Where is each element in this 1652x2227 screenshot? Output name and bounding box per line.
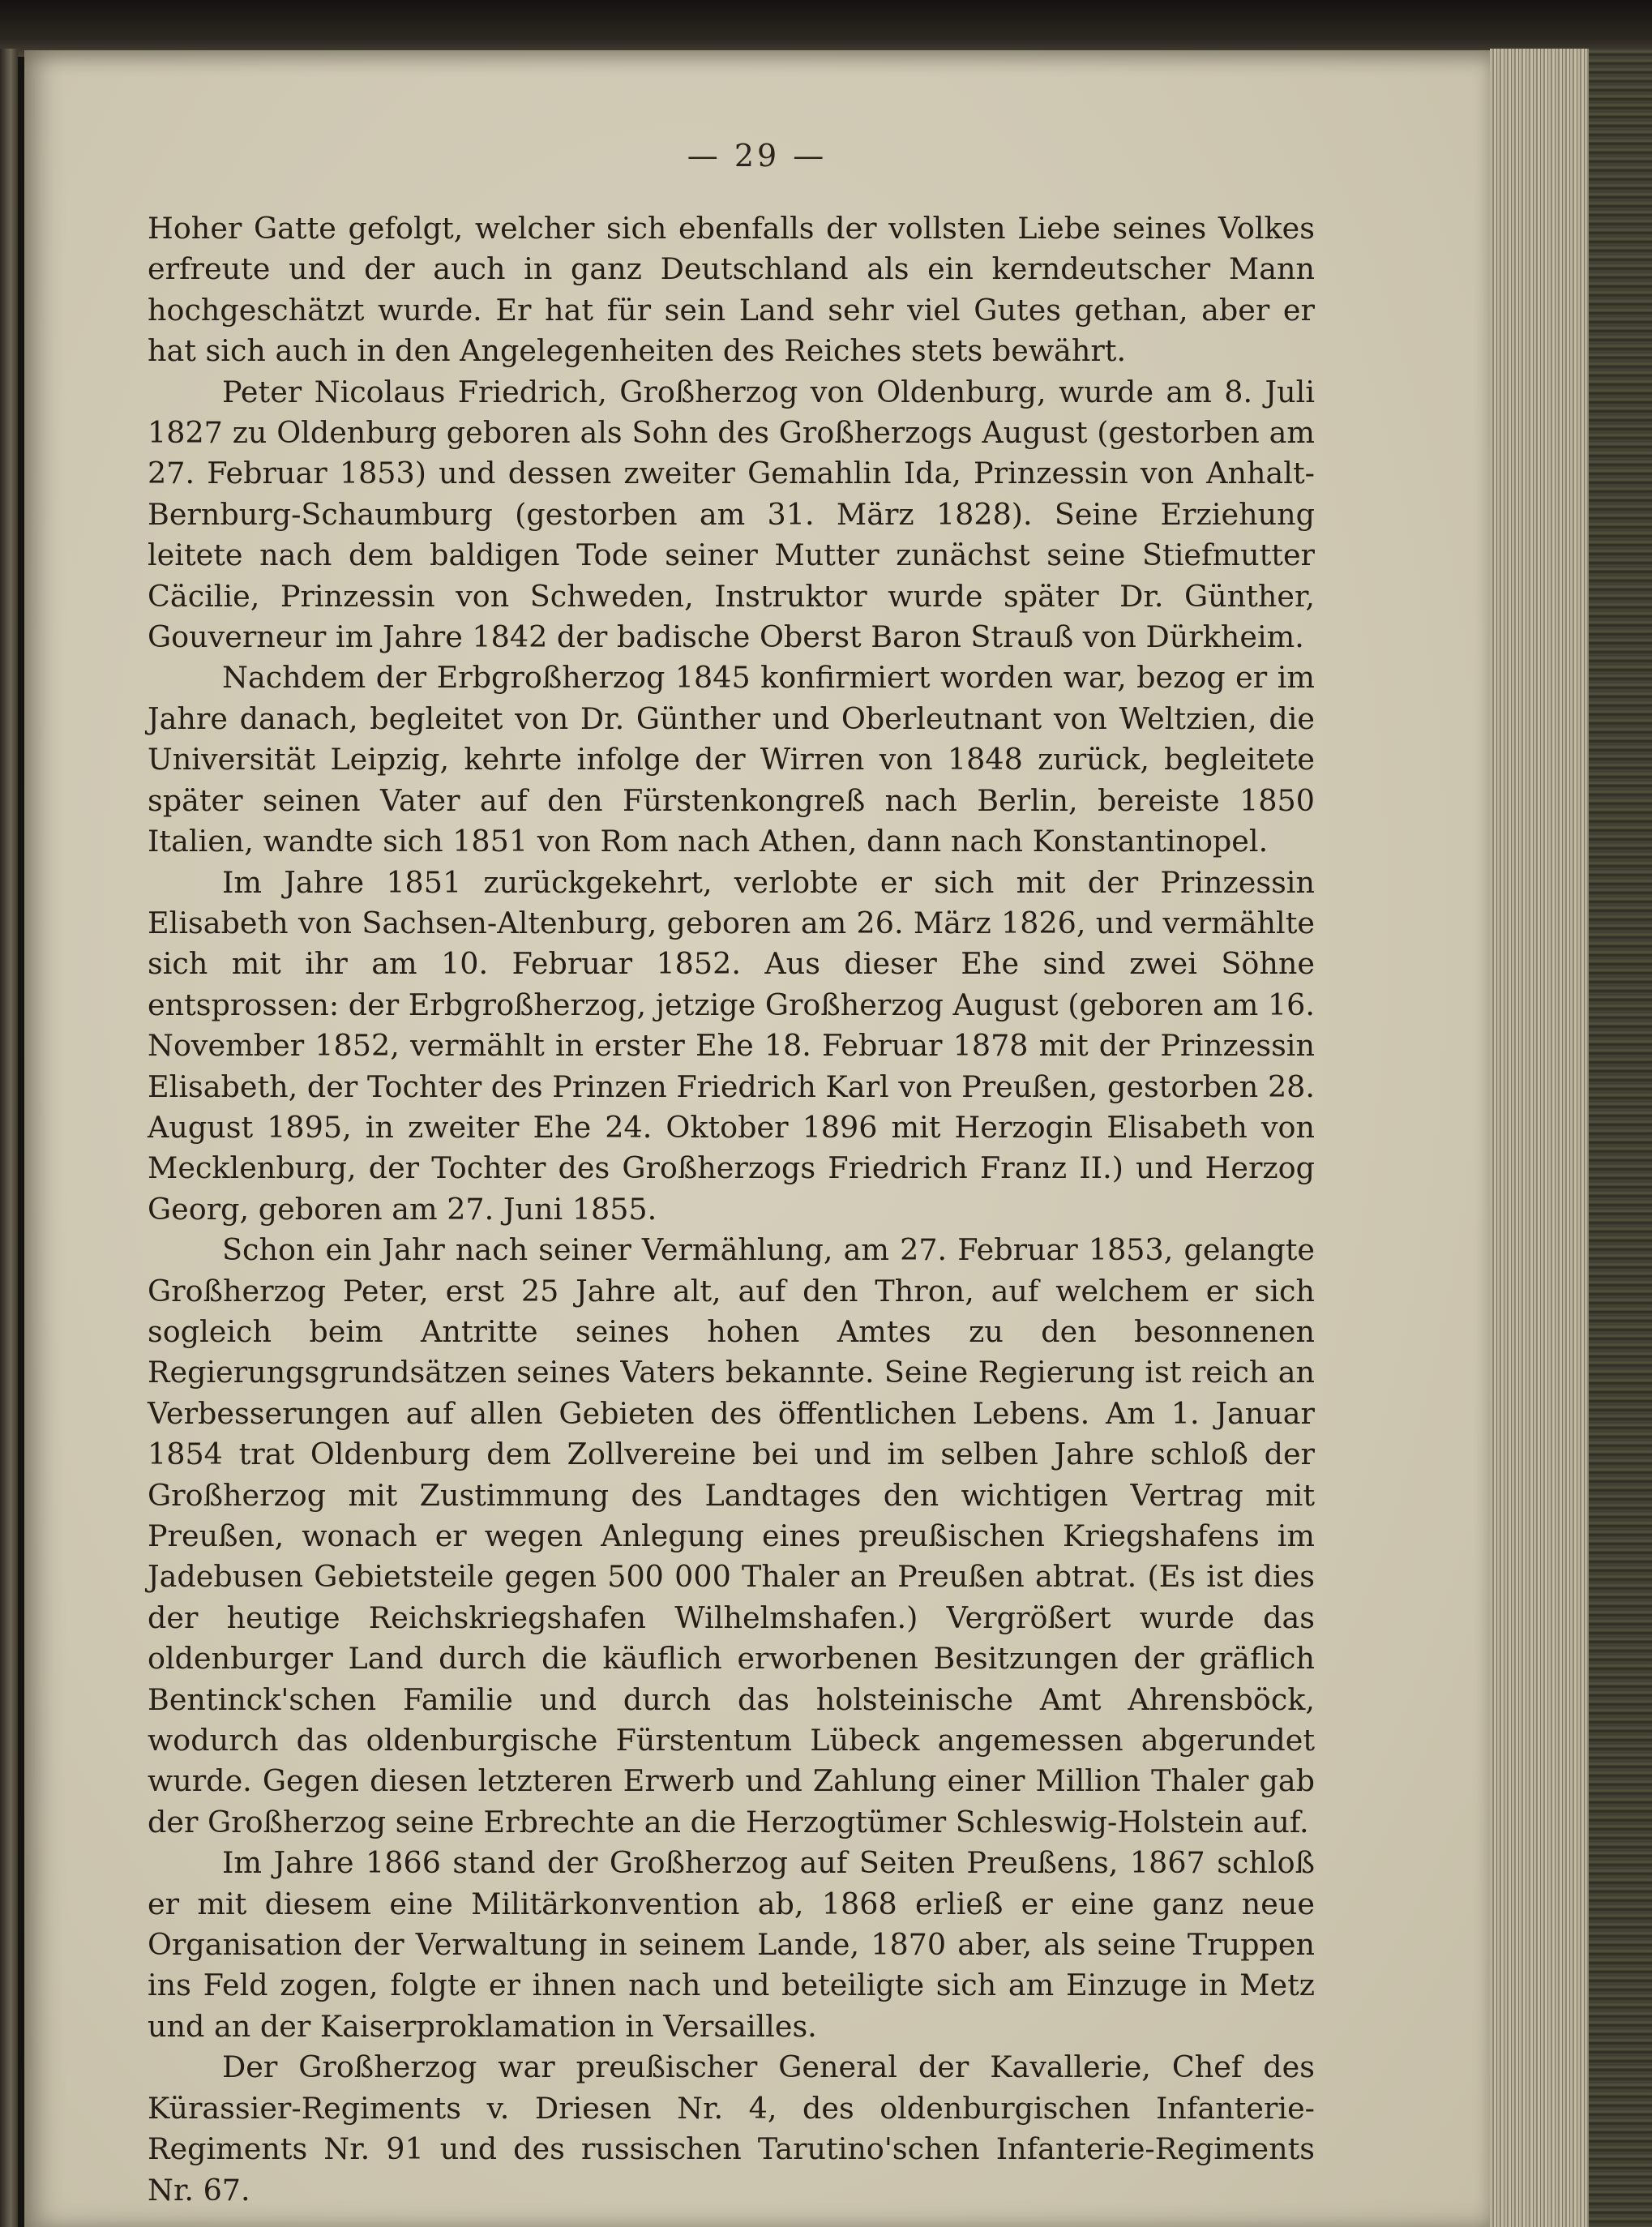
previous-page-edge xyxy=(0,49,18,2227)
paragraph-3: Nachdem der Erbgroßherzog 1845 konfirmiert worden war, bezog er im Jahre danach, begleitet von Dr. Günther und Oberleutnant von Weltzien, die Universität Leipzig, kehrte infolge der Wirren von 1848 zurück, begleitete später seinen Vater auf den Fürstenkongreß nach Berlin, bereiste 1850 Italien, wandte sich 1851 von Rom nach Athen, dann nach Konstantinopel. xyxy=(148,660,1315,859)
paragraph-6: Im Jahre 1866 stand der Großherzog auf Seiten Preußens, 1867 schloß er mit diesem eine Militärkonvention ab, 1868 erließ er eine ganz neue Organisation der Verwaltung in seinem Lande, 1870 aber, als seine Truppen ins Feld zogen, folgte er ihnen nach und beteiligte sich am Einzuge in Metz und an der Kaiserproklamation in Versailles. xyxy=(148,1845,1315,2044)
book-cover-edge xyxy=(1589,49,1652,2227)
paragraph-4: Im Jahre 1851 zurückgekehrt, verlobte er sich mit der Prinzessin Elisabeth von Sachsen-Altenburg, geboren am 26. März 1826, und vermählte sich mit ihr am 10. Februar 1852. Aus dieser Ehe sind zwei Söhne entsprossen: der Erbgroßherzog, jetzige Großherzog August (geboren am 16. November 1852, vermählt in erster Ehe 18. Februar 1878 mit der Prinzessin Elisabeth, der Tochter des Prinzen Friedrich Karl von Preußen, gestorben 28. August 1895, in zweiter Ehe 24. Oktober 1896 mit Herzogin Elisabeth von Mecklenburg, der Tochter des Großherzogs Friedrich Franz II.) und Herzog Georg, geboren am 27. Juni 1855. xyxy=(148,864,1315,1227)
page-number: — 29 — xyxy=(687,138,828,173)
paragraph-7: Der Großherzog war preußischer General der Kavallerie, Chef des Kürassier-Regiments v. Driesen Nr. 4, des oldenburgischen Infanterie-Regiments Nr. 91 und des russischen Tarutino'schen Infanterie-Regiments Nr. 67. xyxy=(148,2049,1315,2208)
paragraph-1: Hoher Gatte gefolgt, welcher sich ebenfalls der vollsten Liebe seines Volkes erfreute und der auch in ganz Deutschland als ein kerndeutscher Mann hochgeschätzt wurde. Er hat für sein Land sehr viel Gutes gethan, aber er hat sich auch in den Angelegenheiten des Reiches stets bewährt. xyxy=(148,211,1315,369)
binding-top-edge xyxy=(0,0,1652,57)
book-page xyxy=(24,50,1490,2227)
page-body xyxy=(148,208,1315,2211)
paragraph-2: Peter Nicolaus Friedrich, Großherzog von Oldenburg, wurde am 8. Juli 1827 zu Oldenburg geboren als Sohn des Großherzogs August (gestorben am 27. Februar 1853) und dessen zweiter Gemahlin Ida, Prinzessin von Anhalt-Bernburg-Schaumburg (gestorben am 31. März 1828). Seine Erziehung leitete nach dem baldigen Tode seiner Mutter zunächst seine Stiefmutter Cäcilie, Prinzessin von Schweden, Instruktor wurde später Dr. Günther, Gouverneur im Jahre 1842 der badische Oberst Baron Strauß von Dürkheim. xyxy=(148,374,1315,655)
paragraph-5: Schon ein Jahr nach seiner Vermählung, am 27. Februar 1853, gelangte Großherzog Peter, erst 25 Jahre alt, auf den Thron, auf welchem er sich sogleich beim Antritte seines hohen Amtes zu den besonnenen Regierungsgrundsätzen seines Vaters bekannte. Seine Regierung ist reich an Verbesserungen auf allen Gebieten des öffentlichen Lebens. Am 1. Januar 1854 trat Oldenburg dem Zollvereine bei und im selben Jahre schloß der Großherzog mit Zustimmung des Landtages den wichtigen Vertrag mit Preußen, wonach er wegen Anlegung eines preußischen Kriegshafens im Jadebusen Gebietsteile gegen 500 000 Thaler an Preußen abtrat. (Es ist dies der heutige Reichskriegshafen Wilhelmshafen.) Vergrößert wurde das oldenburger Land durch die käuflich erworbenen Besitzungen der gräflich Bentinck'schen Familie und durch das holsteinische Amt Ahrensböck, wodurch das oldenburgische Fürstentum Lübeck angemessen abgerundet wurde. Gegen diesen letzteren Erwerb und Zahlung einer Million Thaler gab der Großherzog seine Erbrechte an die Herzogtümer Schleswig-Holstein auf. xyxy=(148,1232,1315,1839)
